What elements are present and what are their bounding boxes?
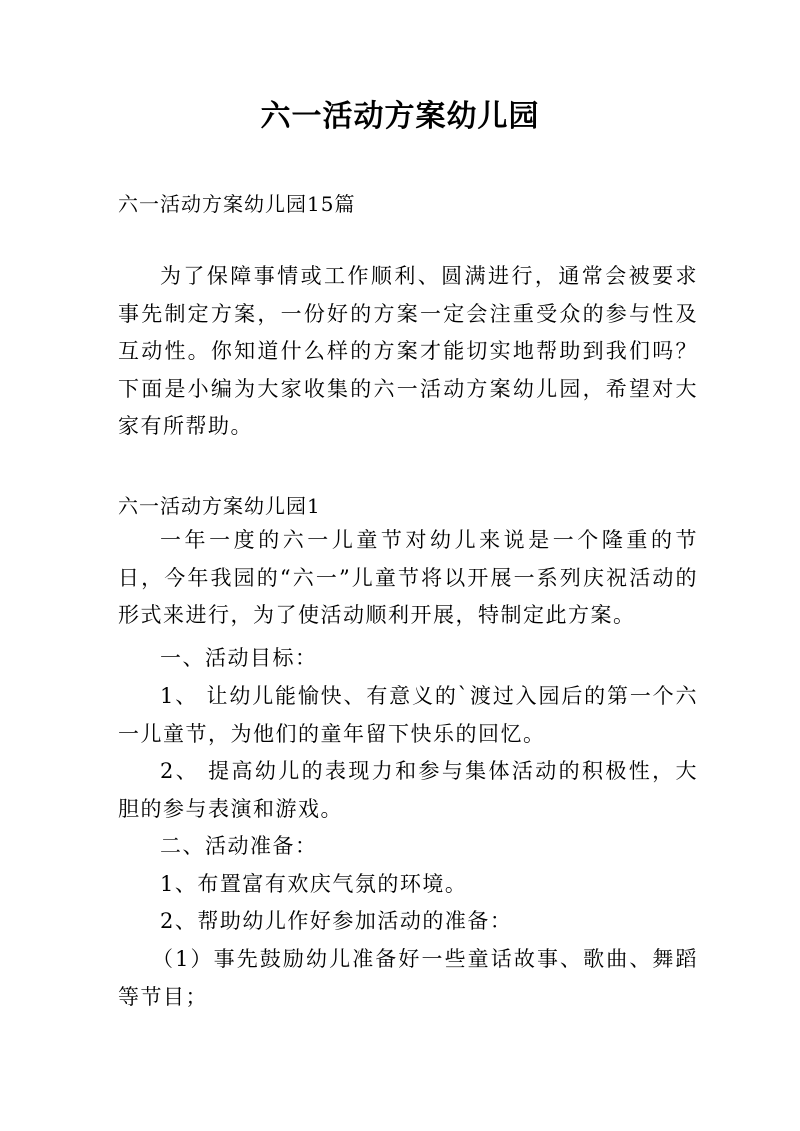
goal-item-1: 1、 让幼儿能愉快、有意义的`渡过入园后的第一个六一儿童节，为他们的童年留下快乐的回忆。 [118,684,698,746]
intro-paragraph: 为了保障事情或工作顺利、圆满进行，通常会被要求事先制定方案，一份好的方案一定会注重受众的参与性及互动性。你知道什么样的方案才能切实地帮助到我们吗？下面是小编为大家收集的六一活动方案幼儿园，希望对大家有所帮助。 [118,264,698,439]
document-subtitle: 六一活动方案幼儿园15篇 [118,192,356,216]
prep-item-2: 2、帮助幼儿作好参加活动的准备： [160,909,513,933]
goal-heading: 一、活动目标： [160,646,318,670]
section-intro-paragraph: 一年一度的六一儿童节对幼儿来说是一个隆重的节日，今年我园的“六一”儿童节将以开展一系列庆祝活动的形式来进行，为了使活动顺利开展，特制定此方案。 [118,528,698,628]
prep-heading: 二、活动准备： [160,834,318,858]
prep-subitem-1: （1）事先鼓励幼儿准备好一些童话故事、歌曲、舞蹈等节目； [118,947,698,1009]
section-heading: 六一活动方案幼儿园1 [118,494,321,518]
document-title: 六一活动方案幼儿园 [260,99,540,134]
prep-item-1: 1、布置富有欢庆气氛的环境。 [160,872,468,896]
goal-item-2: 2、 提高幼儿的表现力和参与集体活动的积极性，大胆的参与表演和游戏。 [118,759,698,821]
